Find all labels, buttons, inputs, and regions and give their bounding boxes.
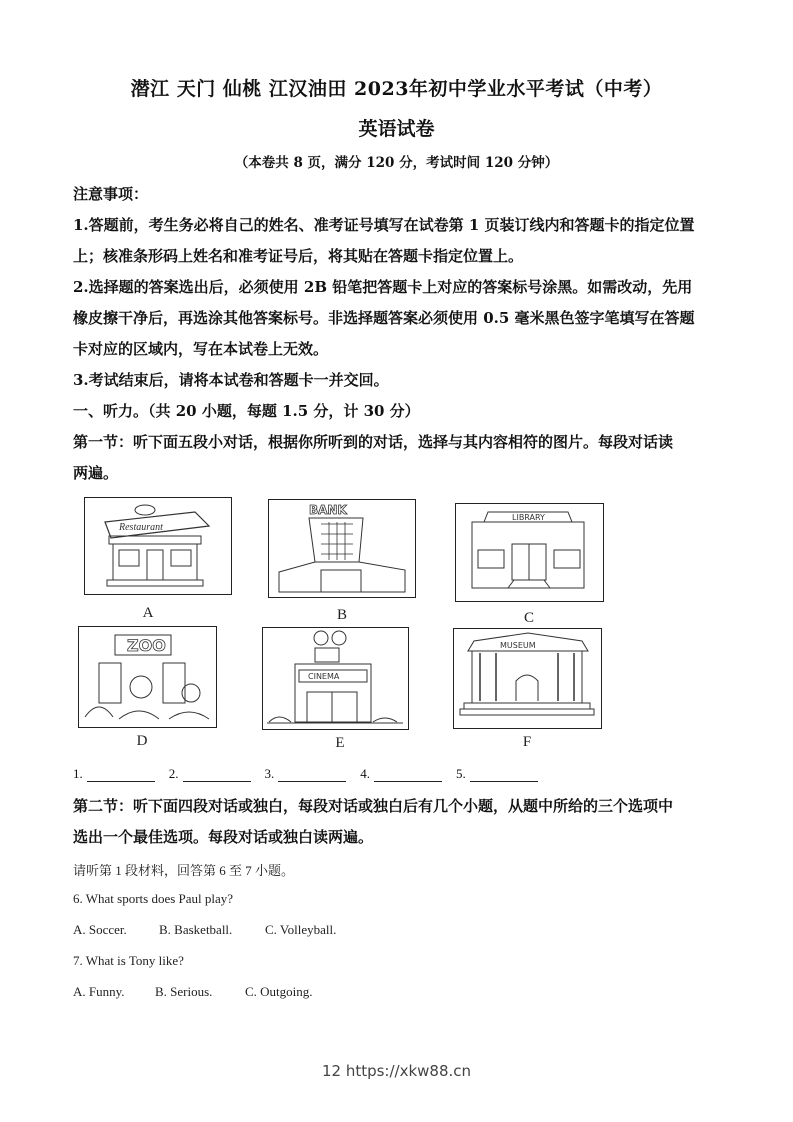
instructions-heading: 注意事项： [73, 185, 149, 203]
answer-blank-2[interactable]: 2. [169, 766, 251, 782]
question-6: 6. What sports does Paul play? [73, 891, 234, 906]
part1-instruction: 两遍。 [73, 464, 119, 482]
answer-blank-4[interactable]: 4. [360, 766, 442, 782]
answer-blank-3[interactable]: 3. [265, 766, 347, 782]
bank-icon [269, 500, 415, 597]
page-footer: 12 https://xkw88.cn [321, 1062, 472, 1080]
question-7: 7. What is Tony like? [73, 953, 184, 968]
svg-text:MUSEUM: MUSEUM [500, 641, 536, 650]
picture-label: D [136, 733, 148, 749]
svg-text:LIBRARY: LIBRARY [512, 513, 545, 522]
exam-subject: 英语试卷 [358, 118, 435, 140]
material-note: 请听第 1 段材料，回答第 6 至 7 小题。 [73, 863, 295, 878]
picture-label: E [335, 735, 345, 751]
exam-info: （本卷共 8 页，满分 120 分，考试时间 120 分钟） [234, 155, 559, 171]
picture-label: A [142, 605, 154, 621]
option[interactable]: B. Serious. [155, 984, 213, 999]
option[interactable]: A. Soccer. [73, 922, 127, 937]
answer-blank-1[interactable]: 1. [73, 766, 155, 782]
picture-bank [268, 499, 416, 598]
instruction-line: 1.答题前，考生务必将自己的姓名、准考证号填写在试卷第 1 页装订线内和答题卡的指定位置 [73, 216, 695, 234]
exam-title: 潜江 天门 仙桃 江汉油田 2023年初中学业水平考试（中考） [130, 78, 663, 100]
picture-museum [453, 628, 602, 729]
picture-cinema [262, 627, 409, 730]
svg-text:ZOO: ZOO [127, 636, 166, 655]
option[interactable]: C. Outgoing. [245, 984, 313, 999]
picture-label: F [522, 734, 532, 750]
instruction-line: 橡皮擦干净后，再选涂其他答案标号。非选择题答案必须使用 0.5 毫米黑色签字笔填写在答题 [73, 309, 695, 327]
section-heading: 一、听力。（共 20 小题，每题 1.5 分，计 30 分） [73, 402, 420, 420]
picture-restaurant [84, 497, 232, 595]
cinema-icon [263, 628, 408, 729]
question-6-options [73, 922, 733, 938]
svg-text:BANK: BANK [309, 503, 347, 517]
svg-text:Restaurant: Restaurant [119, 522, 163, 533]
svg-text:CINEMA: CINEMA [308, 672, 340, 681]
option[interactable]: A. Funny. [73, 984, 125, 999]
library-icon [456, 504, 603, 601]
question-7-options [73, 984, 733, 1000]
picture-zoo [78, 626, 217, 728]
picture-library [455, 503, 604, 602]
instruction-line: 卡对应的区域内，写在本试卷上无效。 [73, 340, 329, 358]
zoo-icon [79, 627, 216, 727]
picture-label: C [523, 610, 534, 626]
instruction-line: 2.选择题的答案选出后，必须使用 2B 铅笔把答题卡上对应的答案标号涂黑。如需改动，先用 [73, 278, 693, 296]
option[interactable]: B. Basketball. [159, 922, 233, 937]
part2-instruction: 选出一个最佳选项。每段对话或独白读两遍。 [73, 828, 374, 846]
instruction-line: 上；核准条形码上姓名和准考证号后，将其贴在答题卡指定位置上。 [73, 247, 524, 265]
answer-blanks [73, 766, 538, 782]
restaurant-icon [85, 498, 231, 594]
museum-icon [454, 629, 601, 728]
instruction-line: 3.考试结束后，请将本试卷和答题卡一并交回。 [73, 371, 389, 389]
part1-instruction: 第一节：听下面五段小对话，根据你所听到的对话，选择与其内容相符的图片。每段对话读 [73, 433, 674, 451]
answer-blank-5[interactable]: 5. [456, 766, 538, 782]
option[interactable]: C. Volleyball. [265, 922, 337, 937]
picture-label: B [336, 607, 347, 623]
part2-instruction: 第二节：听下面四段对话或独白，每段对话或独白后有几个小题，从题中所给的三个选项中 [73, 797, 674, 815]
